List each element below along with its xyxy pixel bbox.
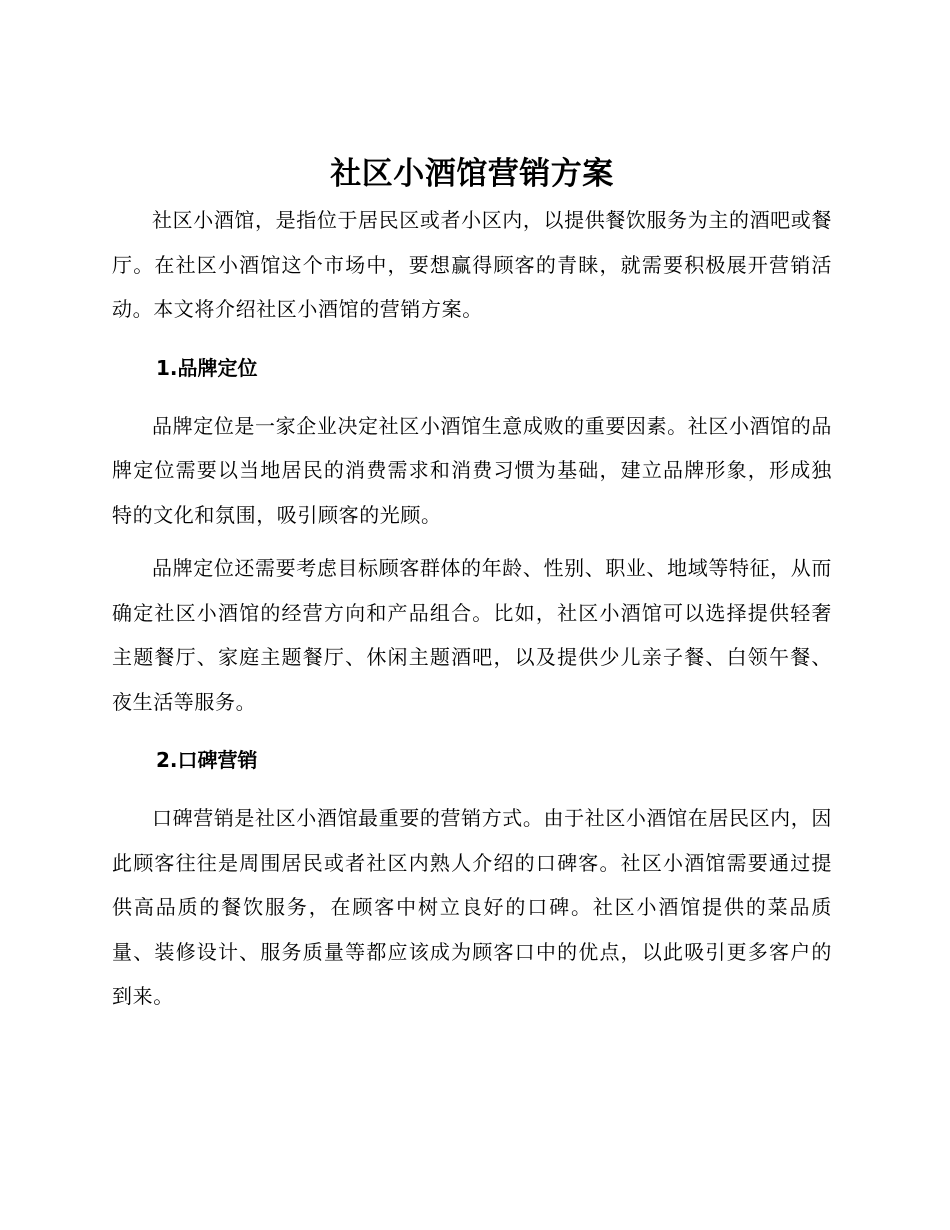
section-paragraph: 品牌定位是一家企业决定社区小酒馆生意成败的重要因素。社区小酒馆的品牌定位需要以当地居民的消费需求和消费习惯为基础，建立品牌形象，形成独特的文化和氛围，吸引顾客的光顾。 [112, 413, 832, 527]
section-heading: 1.品牌定位 [156, 355, 258, 380]
document-body [112, 150, 832, 1019]
intro-paragraph: 社区小酒馆，是指位于居民区或者小区内，以提供餐饮服务为主的酒吧或餐厅。在社区小酒馆这个市场中，要想赢得顾客的青睐，就需要积极展开营销活动。本文将介绍社区小酒馆的营销方案。 [112, 208, 832, 321]
section-paragraph: 口碑营销是社区小酒馆最重要的营销方式。由于社区小酒馆在居民区内，因此顾客往往是周围居民或者社区内熟人介绍的口碑客。社区小酒馆需要通过提供高品质的餐饮服务，在顾客中树立良好的口碑。社区小酒馆提供的菜品质量、装修设计、服务质量等都应该成为顾客口中的优点，以此吸引更多客户的到来。 [112, 806, 832, 1008]
document-title: 社区小酒馆营销方案 [330, 156, 614, 192]
section-heading: 2.口碑营销 [156, 748, 258, 772]
section-brand-positioning [112, 346, 832, 725]
section-word-of-mouth [112, 738, 832, 1019]
section-paragraph: 品牌定位还需要考虑目标顾客群体的年龄、性别、职业、地域等特征，从而确定社区小酒馆的经营方向和产品组合。比如，社区小酒馆可以选择提供轻奢主题餐厅、家庭主题餐厅、休闲主题酒吧，以及提供少儿亲子餐、白领午餐、夜生活等服务。 [112, 556, 832, 714]
